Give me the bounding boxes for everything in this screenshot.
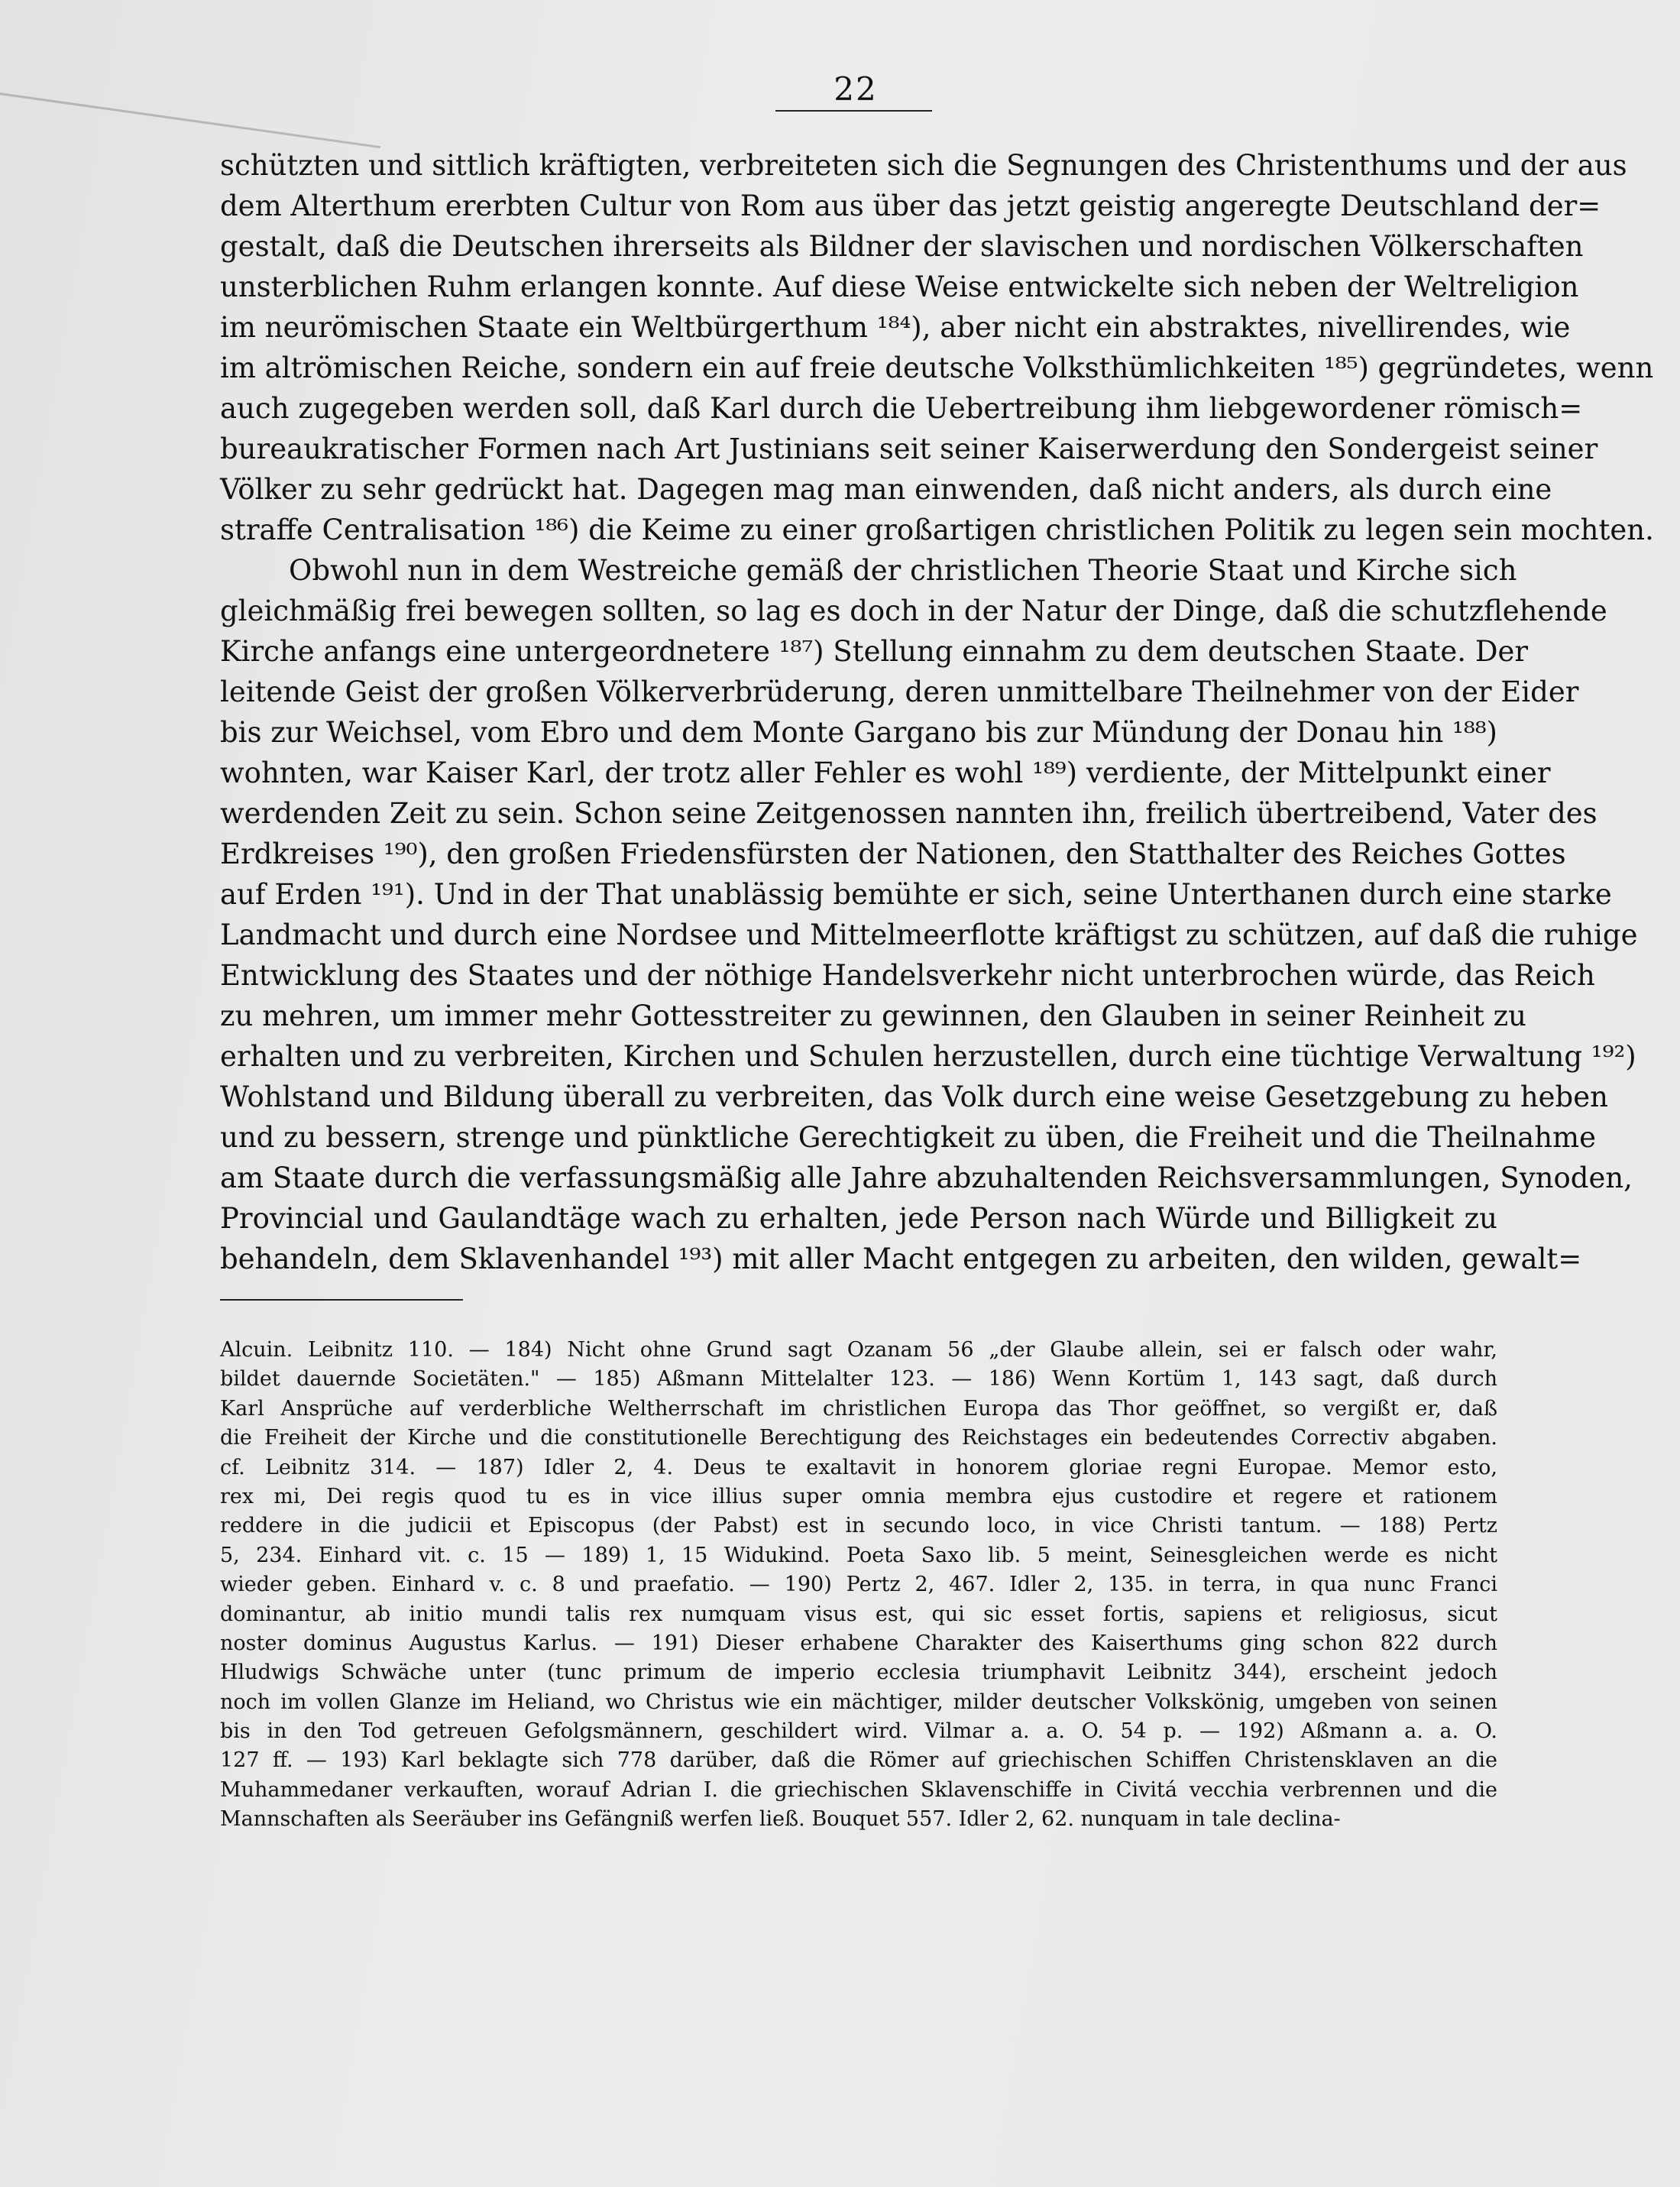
main-text-line: auf Erden ¹⁹¹). Und in der That unablässig bemühte er sich, seine Unterthanen durch eine starke	[220, 878, 1612, 911]
main-text-line: erhalten und zu verbreiten, Kirchen und Schulen herzustellen, durch eine tüchtige Verwaltung ¹⁹²)	[220, 1040, 1636, 1073]
main-text-line: zu mehren, um immer mehr Gottesstreiter zu gewinnen, den Glauben in seiner Reinheit zu	[220, 1000, 1527, 1032]
main-text-line: bureaukratischer Formen nach Art Justinians seit seiner Kaiserwerdung den Sondergeist seiner	[220, 433, 1598, 465]
main-text-line: im neurömischen Staate ein Weltbürgerthum ¹⁸⁴), aber nicht ein abstraktes, nivellirendes, wie	[220, 311, 1571, 344]
footnote-line: cf. Leibnitz 314. — 187) Idler 2, 4. Deus te exaltavit in honorem gloriae regni Europae. Memor esto,	[220, 1455, 1497, 1479]
main-text-line: straffe Centralisation ¹⁸⁶) die Keime zu einer großartigen christlichen Politik zu legen sein mochten.	[220, 514, 1654, 546]
footnote-line: bildet dauernde Societäten." — 185) Aßmann Mittelalter 123. — 186) Wenn Kortüm 1, 143 sagt, daß durch	[220, 1367, 1497, 1392]
main-text-line: im altrömischen Reiche, sondern ein auf freie deutsche Volksthümlichkeiten ¹⁸⁵) gegründetes, wenn	[220, 352, 1654, 384]
footnote-line: reddere in die judicii et Episcopus (der Pabst) est in secundo loco, in vice Christi tantum. — 188) Pertz	[220, 1514, 1497, 1538]
footnote-line: 5, 234. Einhard vit. c. 15 — 189) 1, 15 Widukind. Poeta Saxo lib. 5 meint, Seinesgleichen werde es nicht	[220, 1543, 1497, 1567]
footnote-line: wieder geben. Einhard v. c. 8 und praefatio. — 190) Pertz 2, 467. Idler 2, 135. in terra, in qua nunc Franci	[220, 1573, 1497, 1597]
page-number: 22	[834, 70, 878, 108]
main-text-line: gestalt, daß die Deutschen ihrerseits als Bildner der slavischen und nordischen Völkerschaften	[220, 230, 1584, 263]
main-text-line: unsterblichen Ruhm erlangen konnte. Auf diese Weise entwickelte sich neben der Weltreligion	[220, 271, 1579, 303]
footnote-line: 127 ff. — 193) Karl beklagte sich 778 darüber, daß die Römer auf griechischen Schiffen Christensklaven an die	[220, 1748, 1497, 1773]
main-text-line: Erdkreises ¹⁹⁰), den großen Friedensfürsten der Nationen, den Statthalter des Reiches Gottes	[220, 838, 1566, 870]
main-text-line: behandeln, dem Sklavenhandel ¹⁹³) mit aller Macht entgegen zu arbeiten, den wilden, gewalt=	[220, 1243, 1582, 1275]
main-text-line: am Staate durch die verfassungsmäßig alle Jahre abzuhaltenden Reichsversammlungen, Synoden,	[220, 1162, 1633, 1194]
main-text-line: Landmacht und durch eine Nordsee und Mittelmeerflotte kräftigst zu schützen, auf daß die ruhige	[220, 919, 1638, 951]
footnote-line: Muhammedaner verkauften, worauf Adrian I. die griechischen Sklavenschiffe in Civitá vecchia verbrennen und die	[220, 1777, 1497, 1802]
main-text-line: werdenden Zeit zu sein. Schon seine Zeitgenossen nannten ihn, freilich übertreibend, Vater des	[220, 797, 1597, 830]
footnote-line: Alcuin. Leibnitz 110. — 184) Nicht ohne Grund sagt Ozanam 56 „der Glaube allein, sei er falsch oder wahr,	[220, 1338, 1497, 1362]
footnote-line: rex mi, Dei regis quod tu es in vice illius super omnia membra ejus custodire et regere et rationem	[220, 1484, 1497, 1508]
footnote-line: die Freiheit der Kirche und die constitutionelle Berechtigung des Reichstages ein bedeutendes Correctiv abgaben.	[220, 1426, 1497, 1450]
main-text-line: und zu bessern, strenge und pünktliche Gerechtigkeit zu üben, die Freiheit und die Theilnahme	[220, 1121, 1597, 1154]
footnote-line: Hludwigs Schwäche unter (tunc primum de imperio ecclesia triumphavit Leibnitz 344), erscheint jedoch	[220, 1661, 1497, 1685]
footnote-line: Mannschaften als Seeräuber ins Gefängniß werfen ließ. Bouquet 557. Idler 2, 62. nunquam in tale declina-	[220, 1807, 1341, 1832]
main-text-line: leitende Geist der großen Völkerverbrüderung, deren unmittelbare Theilnehmer von der Eider	[220, 676, 1579, 708]
page-fold-shadow	[0, 0, 393, 148]
footnote-separator	[220, 1299, 463, 1301]
main-text-line: Völker zu sehr gedrückt hat. Dagegen mag man einwenden, daß nicht anders, als durch eine	[220, 473, 1552, 506]
main-text-body	[220, 145, 1654, 1279]
main-text-line: Wohlstand und Bildung überall zu verbreiten, das Volk durch eine weise Gesetzgebung zu heben	[220, 1081, 1608, 1113]
main-text-line: Kirche anfangs eine untergeordnetere ¹⁸⁷) Stellung einnahm zu dem deutschen Staate. Der	[220, 635, 1529, 668]
footnote-line: dominantur, ab initio mundi talis rex numquam visus est, qui sic esset fortis, sapiens et religiosus, sicut	[220, 1602, 1497, 1626]
footnote-line: noster dominus Augustus Karlus. — 191) Dieser erhabene Charakter des Kaiserthums ging schon 822 durch	[220, 1631, 1497, 1655]
page-number-rule	[775, 110, 932, 112]
main-text-line: Obwohl nun in dem Westreiche gemäß der christlichen Theorie Staat und Kirche sich	[289, 554, 1517, 587]
footnote-line: bis in den Tod getreuen Gefolgsmännern, geschildert wird. Vilmar a. a. O. 54 p. — 192) Aßmann a. a. O.	[220, 1719, 1497, 1744]
footnote-line: noch im vollen Glanze im Heliand, wo Christus wie ein mächtiger, milder deutscher Volkskönig, umgeben von seinen	[220, 1690, 1497, 1714]
footnotes-block	[220, 1336, 1497, 1835]
main-text-line: schützten und sittlich kräftigten, verbreiteten sich die Segnungen des Christenthums und der aus	[220, 149, 1627, 182]
main-text-line: Entwicklung des Staates und der nöthige Handelsverkehr nicht unterbrochen würde, das Reich	[220, 959, 1595, 992]
footnote-line: Karl Ansprüche auf verderbliche Weltherrschaft im christlichen Europa das Thor geöffnet, so vergißt er, daß	[220, 1396, 1497, 1421]
main-text-line: wohnten, war Kaiser Karl, der trotz aller Fehler es wohl ¹⁸⁹) verdiente, der Mittelpunkt einer	[220, 757, 1551, 789]
main-text-line: dem Alterthum ererbten Cultur von Rom aus über das jetzt geistig angeregte Deutschland der=	[220, 190, 1601, 222]
main-text-line: gleichmäßig frei bewegen sollten, so lag es doch in der Natur der Dinge, daß die schutzflehende	[220, 595, 1607, 627]
main-text-line: auch zugegeben werden soll, daß Karl durch die Uebertreibung ihm liebgewordener römisch=	[220, 392, 1583, 425]
main-text-line: bis zur Weichsel, vom Ebro und dem Monte Gargano bis zur Mündung der Donau hin ¹⁸⁸)	[220, 716, 1497, 749]
main-text-line: Provincial und Gaulandtäge wach zu erhalten, jede Person nach Würde und Billigkeit zu	[220, 1202, 1497, 1235]
